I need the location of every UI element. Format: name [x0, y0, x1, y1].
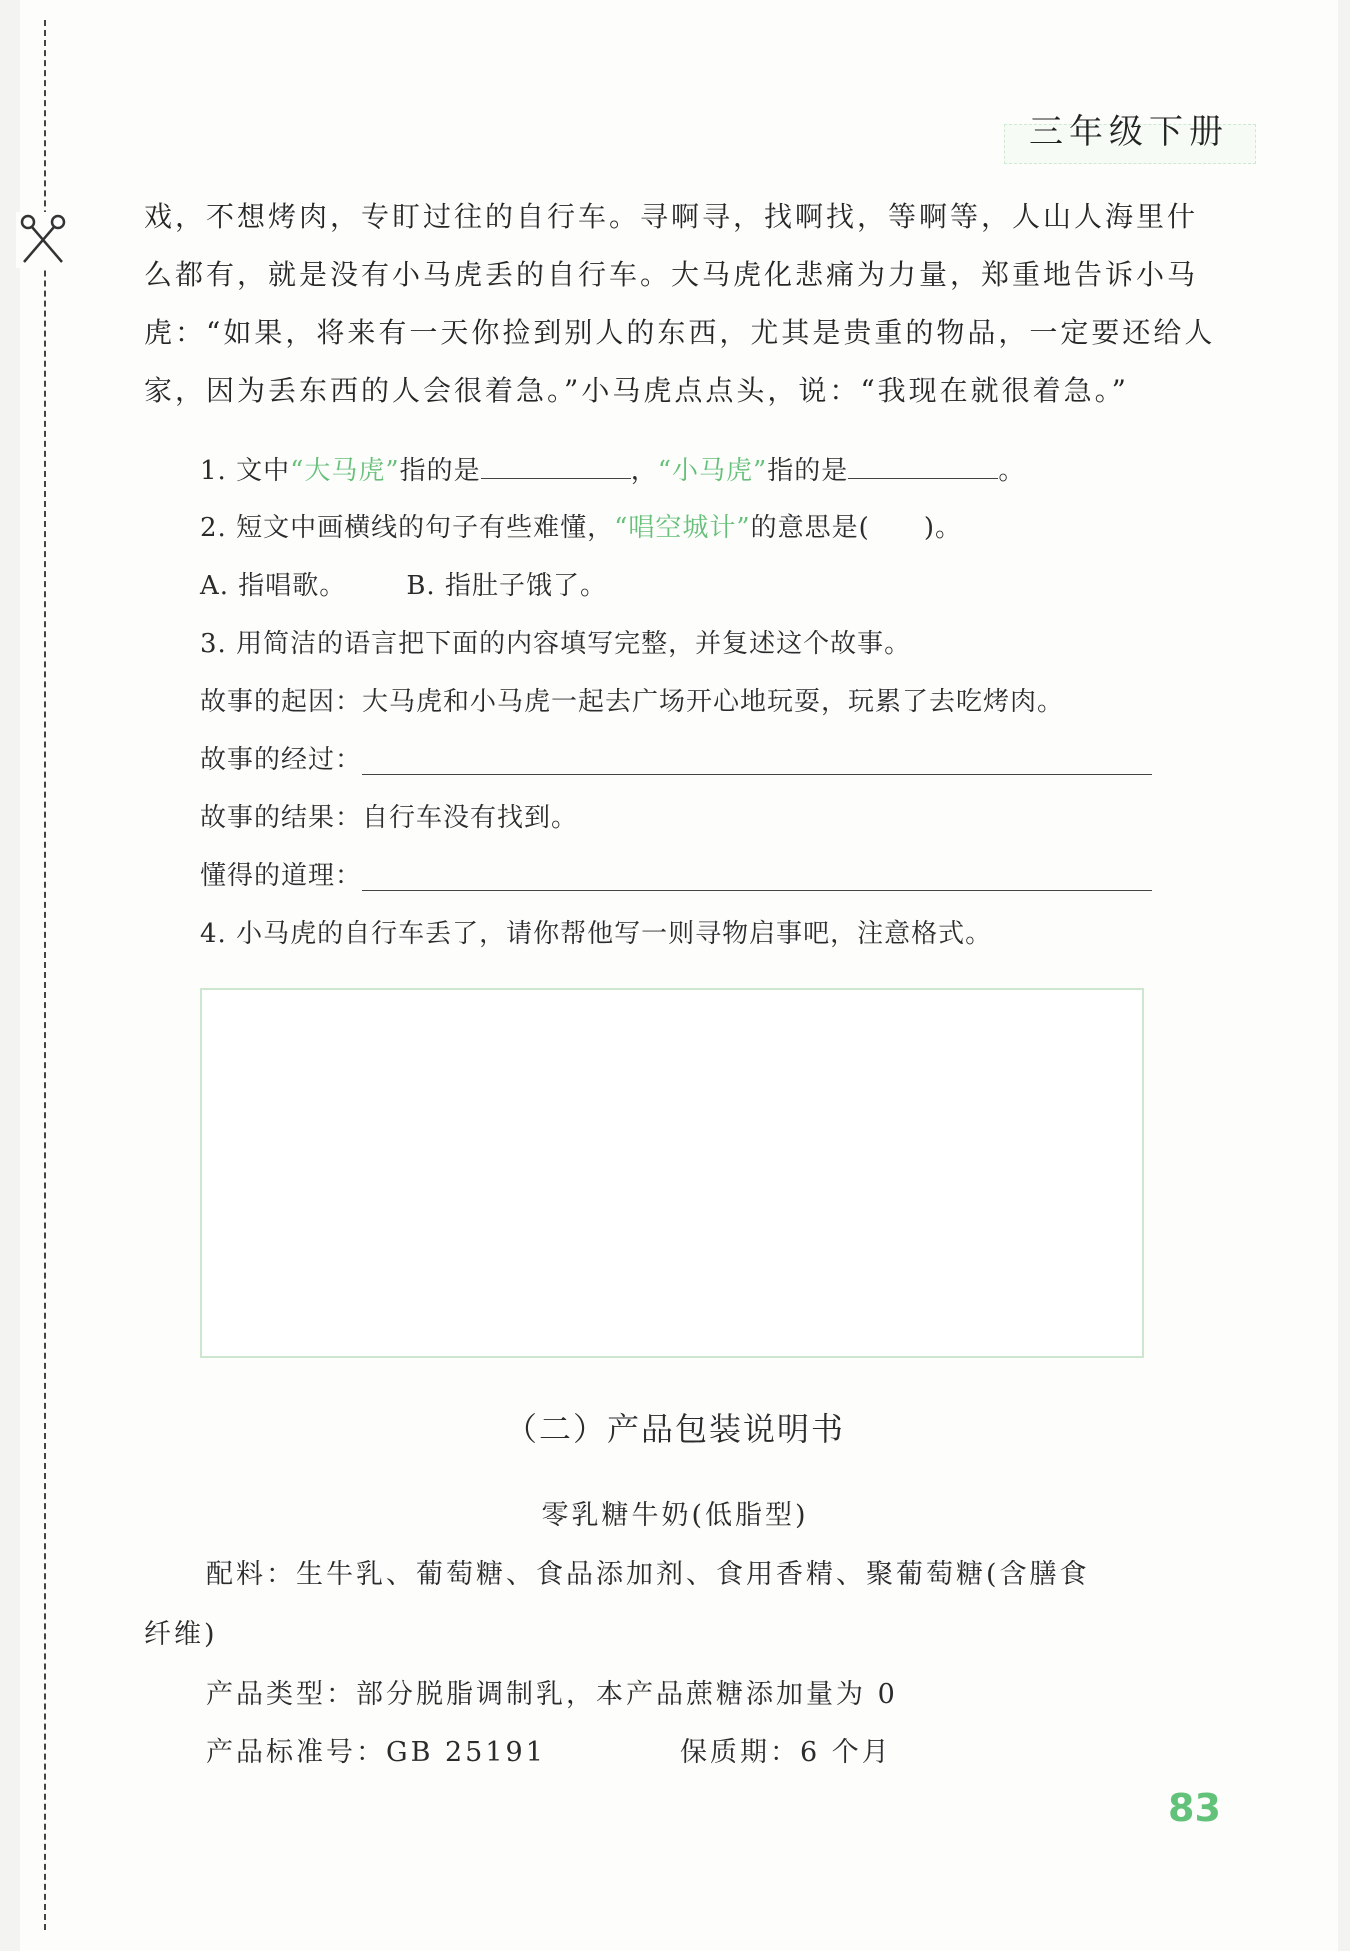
- option-a[interactable]: A. 指唱歌。: [200, 571, 347, 601]
- shelf-life: 保质期：6 个月: [680, 1737, 892, 1768]
- grade-title: 三年级下册: [1029, 112, 1229, 152]
- story-line: 虎：“如果，将来有一天你捡到别人的东西，尤其是贵重的物品，一定要还给人: [144, 316, 1216, 349]
- story-process-label: 故事的经过：: [200, 745, 363, 775]
- ingredients-line-1: 配料：生牛乳、葡萄糖、食品添加剂、食用香精、聚葡萄糖(含膳食: [206, 1559, 1090, 1590]
- question-1: 1. 文中“大马虎”指的是 ，“小马虎”指的是 。: [200, 450, 1025, 491]
- story-line: 家，因为丢东西的人会很着急。”小马虎点点头，说：“我现在就很着急。”: [144, 374, 1129, 407]
- section-2-title: （二）产品包装说明书: [504, 1410, 845, 1448]
- story-result: 故事的结果：自行车没有找到。: [200, 803, 579, 833]
- answer-blank-1[interactable]: [481, 450, 631, 479]
- scissors-icon: [16, 212, 72, 268]
- question-2: 2. 短文中画横线的句子有些难懂，“唱空城计”的意思是( )。: [200, 513, 962, 543]
- page-number: 83: [1168, 1786, 1221, 1830]
- product-standard: 产品标准号：GB 25191: [206, 1737, 546, 1768]
- story-line: 么都有，就是没有小马虎丢的自行车。大马虎化悲痛为力量，郑重地告诉小马: [144, 258, 1199, 291]
- product-type: 产品类型：部分脱脂调制乳，本产品蔗糖添加量为 0: [206, 1679, 898, 1710]
- story-lesson-label: 懂得的道理：: [200, 861, 363, 891]
- term-chang-kong-cheng-ji: “唱空城计”: [614, 513, 751, 543]
- cut-dashed-line: [44, 20, 46, 1930]
- term-da-mahu: “大马虎”: [290, 456, 400, 486]
- question-3-title: 3. 用简洁的语言把下面的内容填写完整，并复述这个故事。: [200, 629, 912, 659]
- story-cause: 故事的起因：大马虎和小马虎一起去广场开心地玩耍，玩累了去吃烤肉。: [200, 687, 1065, 717]
- story-line: 戏，不想烤肉，专盯过往的自行车。寻啊寻，找啊找，等啊等，人山人海里什: [144, 200, 1199, 233]
- term-xiao-mahu: “小马虎”: [657, 456, 768, 486]
- product-name: 零乳糖牛奶(低脂型): [541, 1500, 809, 1531]
- question-2-options: [200, 566, 607, 606]
- story-lesson-blank[interactable]: [362, 890, 1152, 891]
- answer-blank-2[interactable]: [848, 450, 998, 479]
- story-process-blank[interactable]: [362, 774, 1152, 775]
- story-paragraph: [144, 188, 1216, 420]
- question-4-title: 4. 小马虎的自行车丢了，请你帮他写一则寻物启事吧，注意格式。: [200, 919, 993, 949]
- lost-notice-writing-box[interactable]: [200, 988, 1144, 1358]
- option-b[interactable]: B. 指肚子饿了。: [406, 571, 607, 601]
- ingredients-line-2: 纤维): [144, 1619, 218, 1650]
